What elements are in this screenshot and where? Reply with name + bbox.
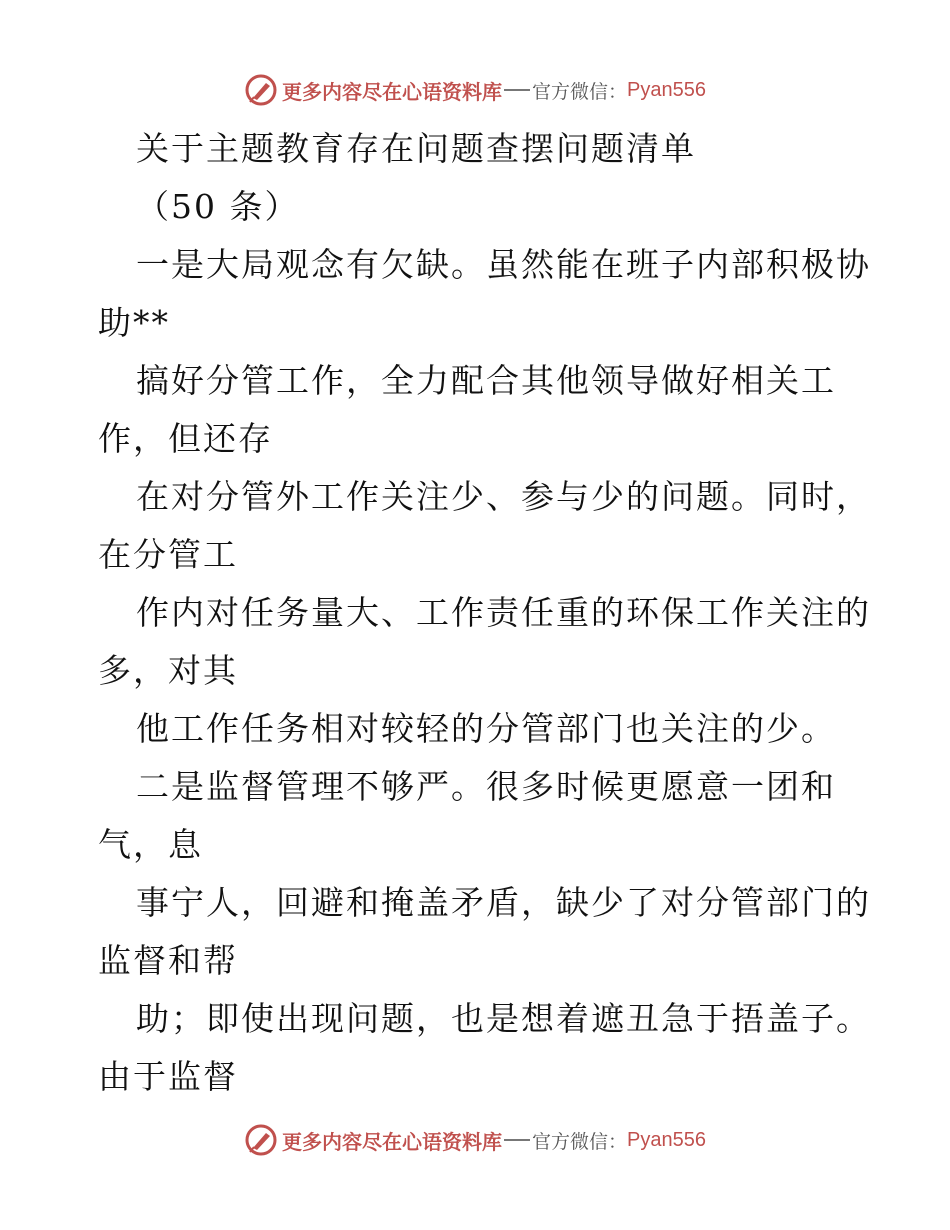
watermark-wechat: Pyan556 xyxy=(627,78,706,101)
header-watermark xyxy=(0,70,950,110)
watermark-dash xyxy=(504,1139,530,1141)
pen-logo-icon xyxy=(244,1123,278,1157)
text-line: （50 条） xyxy=(136,187,300,226)
text-line: 在对分管外工作关注少、参与少的问题。同时， xyxy=(136,477,871,516)
watermark-brand: 更多内容尽在心语资料库 xyxy=(282,79,502,104)
text-line: 由于监督 xyxy=(98,1057,238,1096)
document-body xyxy=(98,120,871,1106)
watermark-label: 官方微信： xyxy=(532,80,628,103)
watermark-dash xyxy=(504,89,530,91)
text-line: 监督和帮 xyxy=(98,941,238,980)
text-line: 作，但还存 xyxy=(98,419,273,458)
text-line: 他工作任务相对较轻的分管部门也关注的少。 xyxy=(136,709,836,748)
text-line: 在分管工 xyxy=(98,535,238,574)
text-line: 关于主题教育存在问题查摆问题清单 xyxy=(136,129,696,168)
text-line: 事宁人，回避和掩盖矛盾，缺少了对分管部门的 xyxy=(136,883,871,922)
text-line: 搞好分管工作，全力配合其他领导做好相关工 xyxy=(136,361,836,400)
text-line: 二是监督管理不够严。很多时候更愿意一团和 xyxy=(136,767,836,806)
footer-watermark xyxy=(0,1120,950,1160)
text-line: 多，对其 xyxy=(98,651,238,690)
watermark-brand: 更多内容尽在心语资料库 xyxy=(282,1129,502,1154)
text-line: 一是大局观念有欠缺。虽然能在班子内部积极协 xyxy=(136,245,871,284)
watermark-wechat: Pyan556 xyxy=(627,1128,706,1151)
text-line: 气，息 xyxy=(98,825,203,864)
watermark-label: 官方微信： xyxy=(532,1130,628,1153)
text-line: 助；即使出现问题，也是想着遮丑急于捂盖子。 xyxy=(136,999,871,1038)
text-line: 助** xyxy=(98,303,170,342)
text-line: 作内对任务量大、工作责任重的环保工作关注的 xyxy=(136,593,871,632)
pen-logo-icon xyxy=(244,73,278,107)
